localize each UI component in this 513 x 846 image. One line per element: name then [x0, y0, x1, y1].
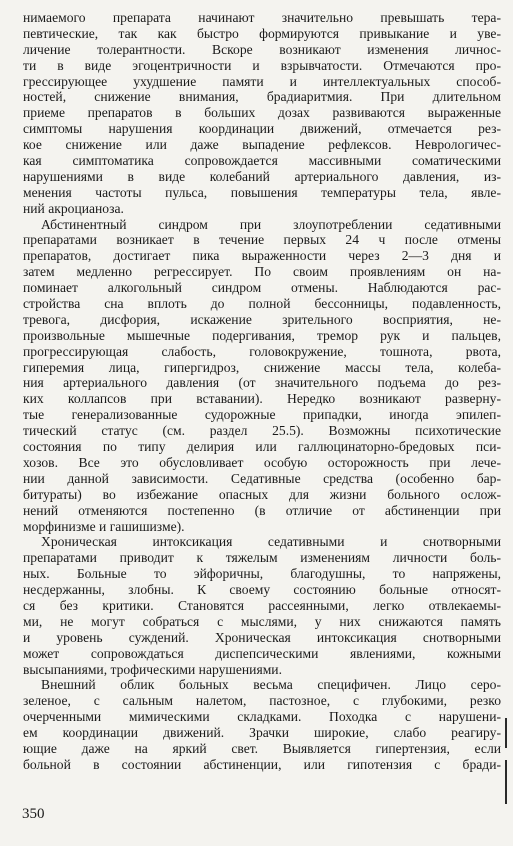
- text-line: нарушениями в виде колебаний артериального давления, из-: [23, 168, 501, 184]
- paragraph: [23, 534, 501, 677]
- text-line: Внешний облик больных весьма специфичен. Лицо серо-: [41, 677, 501, 693]
- text-line: тревога, дисфория, искажение зрительного восприятия, не-: [23, 311, 501, 327]
- text-line: очерченными мимическими складками. Походка с нарушени-: [23, 709, 501, 725]
- text-line: стройства сна вплоть до полной бессонницы, подавленность,: [23, 296, 501, 312]
- text-line: нимаемого препарата начинают значительно превышать тера-: [23, 10, 501, 25]
- text-line: хозов. Все это обусловливает особую осторожность при лече-: [23, 454, 501, 470]
- text-line: ний акроцианоза.: [23, 200, 124, 216]
- text-line: менения частоты пульса, повышения температуры тела, явле-: [23, 184, 501, 200]
- text-line: ем координации движений. Зрачки широкие, слабо реагиру-: [23, 725, 501, 741]
- text-line: произвольные мышечные подергивания, тремор рук и пальцев,: [23, 327, 501, 343]
- text-line: Хроническая интоксикация седативными и снотворными: [41, 534, 501, 550]
- text-line: нений отменяются постепенно (в отличие от абстиненции при: [23, 502, 501, 518]
- page-number: 350: [22, 806, 45, 822]
- text-line: ких коллапсов при вставании). Нередко возникают разверну-: [23, 391, 501, 407]
- text-line: высыпаниями, трофическими нарушениями.: [23, 661, 282, 677]
- text-line: может сопровождаться диспепсическими явлениями, кожными: [23, 645, 501, 661]
- scan-edge-mark: [505, 718, 507, 748]
- text-line: состояния по типу делирия или галлюцинаторно-бредовых пси-: [23, 439, 501, 455]
- paragraph: [23, 10, 501, 217]
- text-line: поминает алкогольный синдром отмены. Наблюдаются рас-: [23, 280, 501, 296]
- body-text: [23, 10, 501, 773]
- text-line: нии данной зависимости. Седативные средства (особенно бар-: [23, 470, 501, 486]
- text-line: гиперемия лица, гипергидроз, снижение массы тела, колеба-: [23, 359, 501, 375]
- text-line: личение толерантности. Вскоре возникают изменения личнос-: [23, 41, 501, 57]
- text-line: ся без критики. Становятся рассеянными, легко отвлекаемы-: [23, 597, 501, 613]
- text-line: морфинизме и гашишизме).: [23, 518, 185, 534]
- text-line: ния артериального давления (от значительного подъема до рез-: [23, 375, 501, 391]
- paragraph: [23, 217, 501, 535]
- text-line: больной в состоянии абстиненции, или гипотензия с бради-: [23, 756, 501, 772]
- text-line: ющие даже на яркий свет. Выявляется гипертензия, если: [23, 740, 501, 756]
- text-line: грессирующее ухудшение памяти и интеллектуальных способ-: [23, 73, 501, 89]
- text-line: ми, не могут собраться с мыслями, у них снижаются память: [23, 613, 501, 629]
- text-line: кая симптоматика сопровождается массивными соматическими: [23, 153, 501, 169]
- text-line: препаратами возникает в течение первых 24 ч после отмены: [23, 232, 501, 248]
- text-line: ностей, снижение внимания, брадиаритмия. При длительном: [23, 89, 501, 105]
- text-line: симптомы нарушения координации движений, отмечается рез-: [23, 121, 501, 137]
- text-line: затем медленно регрессирует. По своим проявлениям он на-: [23, 264, 501, 280]
- paragraph: [23, 677, 501, 772]
- text-line: препаратов, достигает пика выраженности через 2—3 дня и: [23, 248, 501, 264]
- text-line: приеме препаратов в больших дозах развиваются выраженные: [23, 105, 501, 121]
- text-line: тический статус (см. раздел 25.5). Возможны психотические: [23, 423, 501, 439]
- scan-edge-mark: [505, 760, 507, 804]
- text-line: прогрессирующая слабость, головокружение, тошнота, рвота,: [23, 343, 501, 359]
- text-line: ных. Больные то эйфоричны, благодушны, то напряжены,: [23, 566, 501, 582]
- text-line: Абстинентный синдром при злоупотреблении седативными: [41, 216, 501, 232]
- text-line: ти в виде эгоцентричности и взрывчатости. Отмечаются про-: [23, 57, 501, 73]
- text-line: и уровень суждений. Хроническая интоксикация снотворными: [23, 629, 501, 645]
- text-line: несдержанны, злобны. К своему состоянию больные относят-: [23, 582, 501, 598]
- text-line: препаратами приводит к тяжелым изменениям личности боль-: [23, 550, 501, 566]
- text-line: зеленое, с сальным налетом, пастозное, с глубокими, резко: [23, 693, 501, 709]
- text-line: кое снижение или даже выпадение рефлексов. Неврологичес-: [23, 137, 501, 153]
- text-line: битураты) во избежание опасных для жизни больного ослож-: [23, 486, 501, 502]
- text-line: тые генерализованные судорожные припадки, иногда эпилеп-: [23, 407, 501, 423]
- text-line: певтические, так как быстро формируются привыкание и уве-: [23, 25, 501, 41]
